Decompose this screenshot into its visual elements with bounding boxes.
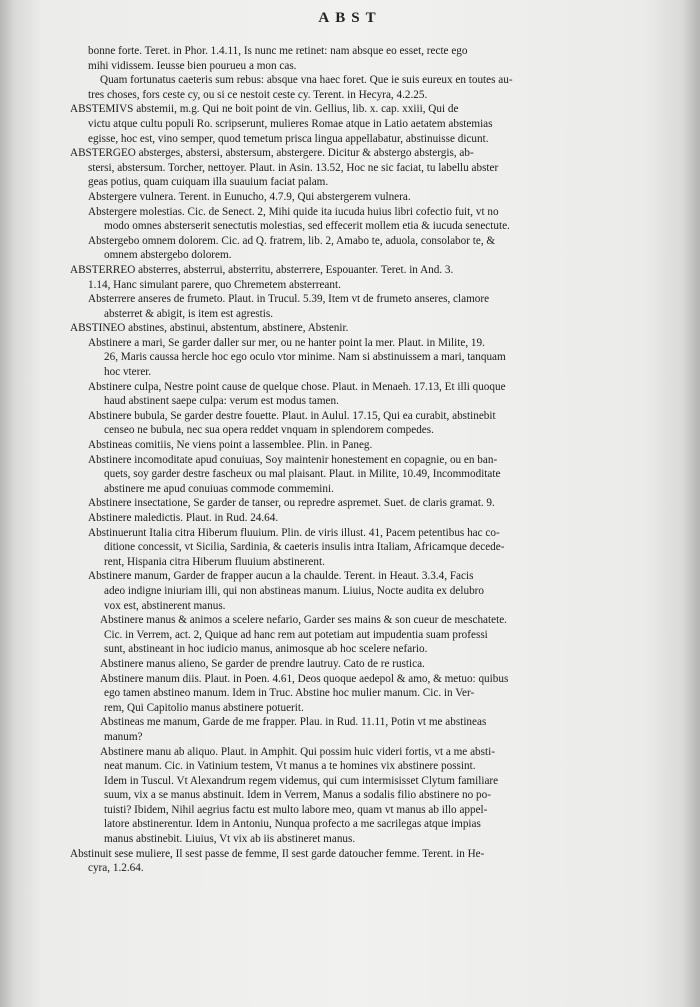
text-line: censeo ne bubula, nec sua opera reddet vnquam in splendorem compedes. <box>104 424 434 437</box>
text-line: Cic. in Verrem, act. 2, Quique ad hanc rem aut potetiam aut impudentia suam professi <box>104 628 488 641</box>
text-line: Absterrere anseres de frumeto. Plaut. in Trucul. 5.39, Item vt de frumeto anseres, clamore <box>88 293 490 306</box>
text-line: adeo indigne iniuriam illi, qui non abstineas manum. Liuius, Nocte audita ex delubro <box>104 584 484 597</box>
text-line: bonne forte. Teret. in Phor. 1.4.11, Is nunc me retinet: nam absque eo esset, recte ego <box>88 45 468 57</box>
text-line: geas potius, quam cuiquam illa suauium faciat palam. <box>88 176 329 189</box>
page-gutter-shadow <box>0 0 14 1007</box>
text-line: ditione concessit, vt Sicilia, Sardinia, & caeteris insulis intra Italiam, Africamque decede- <box>104 541 505 554</box>
text-line: Quam fortunatus caeteris sum rebus: absque vna haec foret. Que ie suis eureux en toutes au- <box>100 74 513 87</box>
text-line: Abstergere molestias. Cic. de Senect. 2, Mihi quide ita iucuda huius libri cofectio fuit, vt no <box>88 205 499 218</box>
text-line: Abstinere maledictis. Plaut. in Rud. 24.64. <box>88 512 279 524</box>
text-line: Abstinuerunt Italia citra Hiberum fluuium. Plin. de viris illust. 41, Pacem petentibus hac co- <box>88 526 500 539</box>
text-line: ego tamen abstineo manum. Idem in Truc. Abstine hoc mulier manum. Cic. in Ver- <box>104 687 475 700</box>
text-line: ABSTERREO absterres, absterrui, absterritu, absterrere, Espouanter. Teret. in And. 3. <box>70 263 454 276</box>
text-line: suum, vix a se manus abstinuit. Idem in Verrem, Manus a sodalis filio abstinere no po- <box>104 789 491 802</box>
text-line: omnem abstergebo dolorem. <box>104 249 232 262</box>
text-line: neat manum. Cic. in Vatinium testem, Vt manus a te homines vix abstinere possint. <box>104 760 476 773</box>
text-line: Abstinere manum diis. Plaut. in Poen. 4.61, Deos quoque aedepol & amo, & metuo: quibus <box>100 672 509 685</box>
running-header: ABST <box>318 10 382 26</box>
text-line: Abstergere vulnera. Terent. in Eunucho, 4.7.9, Qui abstergerem vulnera. <box>88 190 411 203</box>
text-line: abstinere me apud conuiuas commode commemini. <box>104 482 334 495</box>
text-line: Abstinere manum, Garder de frapper aucun a la chaulde. Terent. in Heaut. 3.3.4, Facis <box>88 570 474 583</box>
text-line: Abstinere manu ab aliquo. Plaut. in Amphit. Qui possim huic videri fortis, vt a me absti- <box>100 745 495 758</box>
text-line: manum? <box>104 730 143 743</box>
text-line: Abstinere manus & animos a scelere nefario, Garder ses mains & son cueur de meschatete. <box>100 614 507 627</box>
text-line: 1.14, Hanc simulant parere, quo Chremetem absterreant. <box>88 278 341 291</box>
text-line: Abstineas me manum, Garde de me frapper. Plau. in Rud. 11.11, Potin vt me abstineas <box>100 716 487 729</box>
text-line: Abstinere manus alieno, Se garder de prendre lautruy. Cato de re rustica. <box>100 657 425 670</box>
text-line: haud abstinent saepe culpa: verum est modus tamen. <box>104 395 339 408</box>
text-line: hoc vterer. <box>104 366 152 379</box>
text-line: ABSTEMIVS abstemii, m.g. Qui ne boit point de vin. Gellius, lib. x. cap. xxiii, Qui de <box>70 103 459 116</box>
text-line: Abstineas comitiis, Ne viens point a lassemblee. Plin. in Paneg. <box>88 439 373 452</box>
text-line: Abstinere a mari, Se garder daller sur mer, ou ne hanter point la mer. Plaut. in Milite, 19. <box>88 336 485 349</box>
text-line: Abstinere bubula, Se garder destre fouette. Plaut. in Aulul. 17.15, Qui ea curabit, abstinebit <box>88 409 496 422</box>
text-line: latore abstinerentur. Idem in Antoniu, Nunqua profecto a me sacrilegas atque impias <box>104 818 481 831</box>
text-line: absterret & abigit, is item est agrestis. <box>104 307 274 320</box>
text-line: tuisti? Ibidem, Nihil aegrius factu est multo labore meo, quam vt manus ab illo appel- <box>104 803 488 816</box>
text-line: ABSTERGEO absterges, abstersi, abstersum, abstergere. Dicitur & abstergo abstergis, ab- <box>70 147 474 160</box>
text-line: Abstinere culpa, Nestre point cause de quelque chose. Plaut. in Menaeh. 17.13, Et illi quoque <box>88 380 506 393</box>
dictionary-text <box>70 44 670 876</box>
text-line: ABSTINEO abstines, abstinui, abstentum, abstinere, Abstenir. <box>70 322 349 335</box>
text-line: vox est, abstinerent manus. <box>104 599 226 612</box>
text-line: mihi vidissem. Ieusse bien pourueu a mon cas. <box>88 59 297 72</box>
text-line: victu atque cultu populi Ro. scripserunt, mulieres Romae atque in Latio aetatem abstemias <box>88 117 493 130</box>
text-line: Abstinuit sese muliere, Il sest passe de femme, Il sest garde datoucher femme. Terent. in He- <box>70 847 485 860</box>
text-line: 26, Maris caussa hercle hoc ego oculo vtor minime. Nam si abstinuissem a mari, tanquam <box>104 351 506 364</box>
text-line: Abstergebo omnem dolorem. Cic. ad Q. fratrem, lib. 2, Amabo te, aduola, consolabor te, & <box>88 234 496 247</box>
text-line: modo omnes absterserit senectutis molestias, sed effecerit mollem etia & iucuda senectute. <box>104 220 510 233</box>
text-line: manus abstinebit. Liuius, Vt vix ab iis abstineret manus. <box>104 833 356 846</box>
text-line: Idem in Tuscul. Vt Alexandrum regem videmus, qui cum intermisisset Clytum familiare <box>104 774 499 787</box>
text-line: cyra, 1.2.64. <box>88 862 144 875</box>
text-line: rent, Hispania citra Hiberum fluuium abstinerent. <box>104 555 325 568</box>
text-line: Abstinere insectatione, Se garder de tanser, ou repredre aspremet. Suet. de claris gramat. 9. <box>88 497 495 510</box>
page-edge-shadow <box>682 0 700 1007</box>
text-line: Abstinere incomoditate apud conuiuas, Soy maintenir honestement en copagnie, ou en ban- <box>88 453 498 466</box>
text-line: sunt, abstineant in hoc iudicio manus, animosque ab hoc scelere nefario. <box>104 643 428 656</box>
text-line: tres choses, fors ceste cy, ou si ce nestoit ceste cy. Terent. in Hecyra, 4.2.25. <box>88 88 428 101</box>
text-line: stersi, abstersum. Torcher, nettoyer. Plaut. in Asin. 13.52, Hoc ne sic faciat, tu labellu abster <box>88 161 499 174</box>
text-line: egisse, hoc est, vino semper, quod temetum prisca lingua appellabatur, abstinuisse dicunt. <box>88 132 489 145</box>
text-line: rem, Qui Capitolio manus abstinere potuerit. <box>104 701 304 714</box>
text-line: quets, soy garder destre fascheux ou mal plaisant. Plaut. in Milite, 10.49, Incommoditate <box>104 468 501 481</box>
